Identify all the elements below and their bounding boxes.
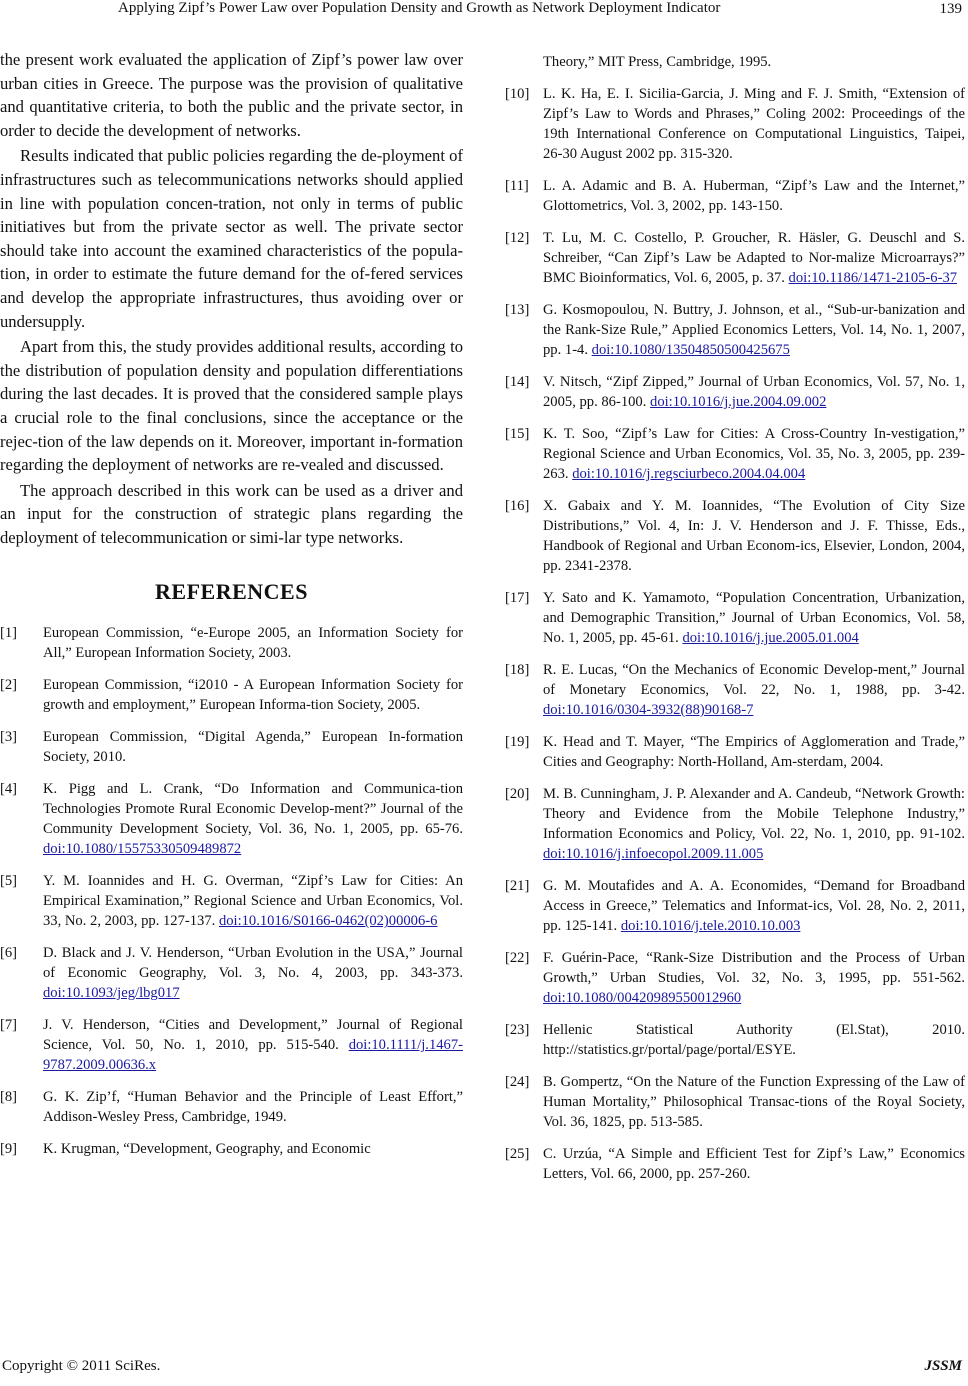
- body-paragraph: Apart from this, the study provides additional results, according to the distribution of population density and population differentiations during the last decades. It is proved that the considered sample plays a crucial role to the final conclusions, since the acceptance or the rejec-tion of the law depends on it. Moreover, important in-formation regarding the deployment of networks are re-vealed and discussed.: [0, 337, 463, 475]
- reference-text: G. M. Moutafides and A. A. Economides, “Demand for Broadband Access in Greece,” Telematics and Informat-ics, Vol. 28, No. 2, 2011, pp. 125-141.: [543, 878, 965, 934]
- reference-number: [9]: [0, 1141, 18, 1158]
- reference-entry: [505, 84, 965, 164]
- doi-link[interactable]: doi:10.1016/j.regsciurbeco.2004.04.004: [572, 466, 806, 482]
- references-heading: REFERENCES: [155, 579, 308, 605]
- reference-text: Theory,” MIT Press, Cambridge, 1995.: [543, 54, 772, 70]
- right-column: [505, 52, 965, 1196]
- reference-number: [7]: [0, 1017, 18, 1034]
- reference-text: G. Kosmopoulou, N. Buttry, J. Johnson, et al., “Sub-ur-banization and the Rank-Size Rule,” Applied Economics Letters, Vol. 14, No. 1, 2007, pp. 1-4.: [543, 302, 965, 358]
- reference-number: [4]: [0, 781, 18, 798]
- page-footer: [0, 1358, 968, 1378]
- reference-entry: [0, 727, 463, 767]
- reference-number: [5]: [0, 873, 18, 890]
- reference-number: [22]: [505, 950, 530, 966]
- reference-text: Hellenic Statistical Authority (El.Stat), 2010. http://statistics.gr/portal/page/portal/ESYE.: [543, 1022, 965, 1058]
- reference-entry: [505, 588, 965, 648]
- doi-link[interactable]: doi:10.1093/jeg/lbg017: [43, 985, 180, 1002]
- reference-number: [24]: [505, 1074, 530, 1090]
- reference-entry: [0, 943, 463, 1003]
- body-paragraph: the present work evaluated the application of Zipf’s power law over urban cities in Greece. The purpose was the provision of qualitative and quantitative criteria, to both the public and the private sector, in order to decide the development of networks.: [0, 50, 463, 140]
- body-paragraph: The approach described in this work can be used as a driver and an input for the construction of strategic plans regarding the deployment of telecommunication or simi-lar type networks.: [0, 480, 463, 547]
- reference-text: K. Krugman, “Development, Geography, and Economic: [43, 1141, 371, 1158]
- reference-number: [14]: [505, 374, 530, 390]
- reference-list-right: [505, 52, 965, 1184]
- reference-number: [10]: [505, 86, 530, 102]
- reference-number: [6]: [0, 945, 18, 962]
- reference-number: [12]: [505, 230, 530, 246]
- doi-link[interactable]: doi:10.1186/1471-2105-6-37: [788, 270, 958, 286]
- reference-text: T. Lu, M. C. Costello, P. Groucher, R. Häsler, G. Deuschl and S. Schreiber, “Can Zipf’s Law be Adapted to Nor-malize Microarrays?” BMC Bioinformatics, Vol. 6, 2005, p. 37.: [543, 230, 965, 286]
- doi-link[interactable]: doi:10.1080/15575330509489872: [43, 841, 242, 858]
- reference-number: [11]: [505, 178, 529, 194]
- copyright-notice: Copyright © 2011 SciRes.: [2, 1358, 161, 1374]
- page-number: 139: [939, 1, 962, 17]
- reference-entry: [505, 496, 965, 576]
- reference-text: J. V. Henderson, “Cities and Development,” Journal of Regional Science, Vol. 50, No. 1, 2010, pp. 515-540.: [43, 1017, 463, 1054]
- reference-text: M. B. Cunningham, J. P. Alexander and A. Candeub, “Network Growth: Theory and Evidence from the Mobile Telephone Industry,” Information Economics and Policy, Vol. 22, No. 1, 2010, pp. 91-102.: [543, 786, 965, 842]
- reference-text: European Commission, “Digital Agenda,” European In-formation Society, 2010.: [43, 729, 463, 766]
- reference-text: G. K. Zip’f, “Human Behavior and the Principle of Least Effort,” Addison-Wesley Press, Cambridge, 1949.: [43, 1089, 463, 1126]
- reference-number: [21]: [505, 878, 530, 894]
- doi-link[interactable]: doi:10.1016/j.infoecopol.2009.11.005: [543, 846, 764, 862]
- reference-number: [3]: [0, 729, 18, 746]
- reference-text: R. E. Lucas, “On the Mechanics of Economic Develop-ment,” Journal of Monetary Economics, Vol. 22, No. 1, 1988, pp. 3-42.: [543, 662, 965, 698]
- reference-text: K. Pigg and L. Crank, “Do Information and Communica-tion Technologies Promote Rural Economic Develop-ment?” Journal of the Community Development Society, Vol. 36, No. 1, 2005, pp. 65-76.: [43, 781, 463, 838]
- reference-text: V. Nitsch, “Zipf Zipped,” Journal of Urban Economics, Vol. 57, No. 1, 2005, pp. 86-100.: [543, 374, 965, 410]
- reference-entry: [0, 675, 463, 715]
- reference-entry: [505, 300, 965, 360]
- reference-entry: [505, 732, 965, 772]
- reference-text: F. Guérin-Pace, “Rank-Size Distribution and the Process of Urban Growth,” Urban Studies, Vol. 32, No. 3, 1995, pp. 551-562.: [543, 950, 965, 986]
- reference-number: [1]: [0, 625, 18, 642]
- reference-entry: [505, 948, 965, 1008]
- reference-entry: [505, 228, 965, 288]
- reference-text: K. T. Soo, “Zipf’s Law for Cities: A Cross-Country In-vestigation,” Regional Science and Urban Economics, Vol. 35, No. 3, 2005, pp. 239-263.: [543, 426, 965, 482]
- left-column: [0, 48, 463, 1171]
- running-header: [0, 0, 968, 22]
- reference-number: [8]: [0, 1089, 18, 1106]
- reference-entry: [0, 1139, 463, 1159]
- reference-text: European Commission, “e-Europe 2005, an Information Society for All,” European Information Society, 2003.: [43, 625, 463, 662]
- reference-entry: [0, 623, 463, 663]
- reference-number: [2]: [0, 677, 18, 694]
- reference-text: L. K. Ha, E. I. Sicilia-Garcia, J. Ming and F. J. Smith, “Extension of Zipf’s Law to Words and Phrases,” Coling 2002: Proceedings of the 19th International Conference on Computational Linguistics, Taipei, 26-30 August 2002 pp. 315-320.: [543, 86, 965, 162]
- doi-link[interactable]: doi:10.1111/j.1467-9787.2009.00636.x: [43, 1037, 463, 1074]
- reference-entry: [505, 1072, 965, 1132]
- reference-text: L. A. Adamic and B. A. Huberman, “Zipf’s Law and the Internet,” Glottometrics, Vol. 3, 2002, pp. 143-150.: [543, 178, 965, 214]
- reference-entry: [505, 876, 965, 936]
- reference-number: [13]: [505, 302, 530, 318]
- doi-link[interactable]: doi:10.1016/j.tele.2010.10.003: [620, 918, 801, 934]
- reference-entry: [0, 871, 463, 931]
- reference-entry: [505, 424, 965, 484]
- reference-number: [20]: [505, 786, 530, 802]
- reference-list-left: [0, 623, 463, 1159]
- reference-entry: [505, 1020, 965, 1060]
- reference-text: D. Black and J. V. Henderson, “Urban Evolution in the USA,” Journal of Economic Geography, Vol. 3, No. 4, 2003, pp. 343-373.: [43, 945, 463, 982]
- reference-text: C. Urzúa, “A Simple and Efficient Test for Zipf’s Law,” Economics Letters, Vol. 66, 2000, pp. 257-260.: [543, 1146, 965, 1182]
- reference-number: [19]: [505, 734, 530, 750]
- reference-number: [17]: [505, 590, 530, 606]
- doi-link[interactable]: doi:10.1080/00420989550012960: [543, 990, 742, 1006]
- reference-entry: [0, 1087, 463, 1127]
- reference-entry: [505, 660, 965, 720]
- doi-link[interactable]: doi:10.1080/13504850500425675: [591, 342, 790, 358]
- reference-entry: [0, 1015, 463, 1075]
- journal-abbrev: JSSM: [924, 1358, 962, 1374]
- reference-number: [23]: [505, 1022, 530, 1038]
- reference-entry: [505, 176, 965, 216]
- body-paragraph: Results indicated that public policies regarding the de-ployment of infrastructures such as telecommunications networks should applied in line with population concen-tration, not only in terms of public initiatives but from the private sector as well. The private sector should take into account the examined characteristics of the popula-tion, in order to estimate the future demand for the of-fered services and develop the appropriate infrastructures, thus avoiding over or undersupply.: [0, 146, 463, 331]
- reference-entry: [505, 1144, 965, 1184]
- reference-entry: [0, 779, 463, 859]
- doi-link[interactable]: doi:10.1016/j.jue.2004.09.002: [650, 394, 827, 410]
- reference-entry: [505, 52, 965, 72]
- reference-number: [18]: [505, 662, 530, 678]
- reference-text: Y. Sato and K. Yamamoto, “Population Concentration, Urbanization, and Demographic Transition,” Journal of Urban Economics, Vol. 58, No. 1, 2005, pp. 45-61.: [543, 590, 965, 646]
- reference-number: [15]: [505, 426, 530, 442]
- doi-link[interactable]: doi:10.1016/S0166-0462(02)00006-6: [218, 913, 438, 930]
- doi-link[interactable]: doi:10.1016/j.jue.2005.01.004: [682, 630, 859, 646]
- reference-entry: [505, 784, 965, 864]
- doi-link[interactable]: doi:10.1016/0304-3932(88)90168-7: [543, 702, 754, 718]
- reference-text: Y. M. Ioannides and H. G. Overman, “Zipf’s Law for Cities: An Empirical Examination,” Regional Science and Urban Economics, Vol. 33, No. 2, 2003, pp. 127-137.: [43, 873, 463, 930]
- reference-text: B. Gompertz, “On the Nature of the Function Expressing of the Law of Human Mortality,” Philosophical Transac-tions of the Royal Society, Vol. 36, 1825, pp. 513-585.: [543, 1074, 965, 1130]
- reference-text: X. Gabaix and Y. M. Ioannides, “The Evolution of City Size Distributions,” Vol. 4, In: J. V. Henderson and J. F. Thisse, Eds., Handbook of Regional and Urban Econom-ics, Elsevier, London, 2004, pp. 2341-2378.: [543, 498, 965, 574]
- reference-number: [16]: [505, 498, 530, 514]
- reference-text: European Commission, “i2010 - A European Information Society for growth and employment,” European Informa-tion Society, 2005.: [43, 677, 463, 714]
- reference-text: K. Head and T. Mayer, “The Empirics of Agglomeration and Trade,” Cities and Geography: North-Holland, Am-sterdam, 2004.: [543, 734, 965, 770]
- running-title: Applying Zipf’s Power Law over Population Density and Growth as Network Deployment Indicator: [118, 0, 721, 16]
- reference-entry: [505, 372, 965, 412]
- reference-number: [25]: [505, 1146, 530, 1162]
